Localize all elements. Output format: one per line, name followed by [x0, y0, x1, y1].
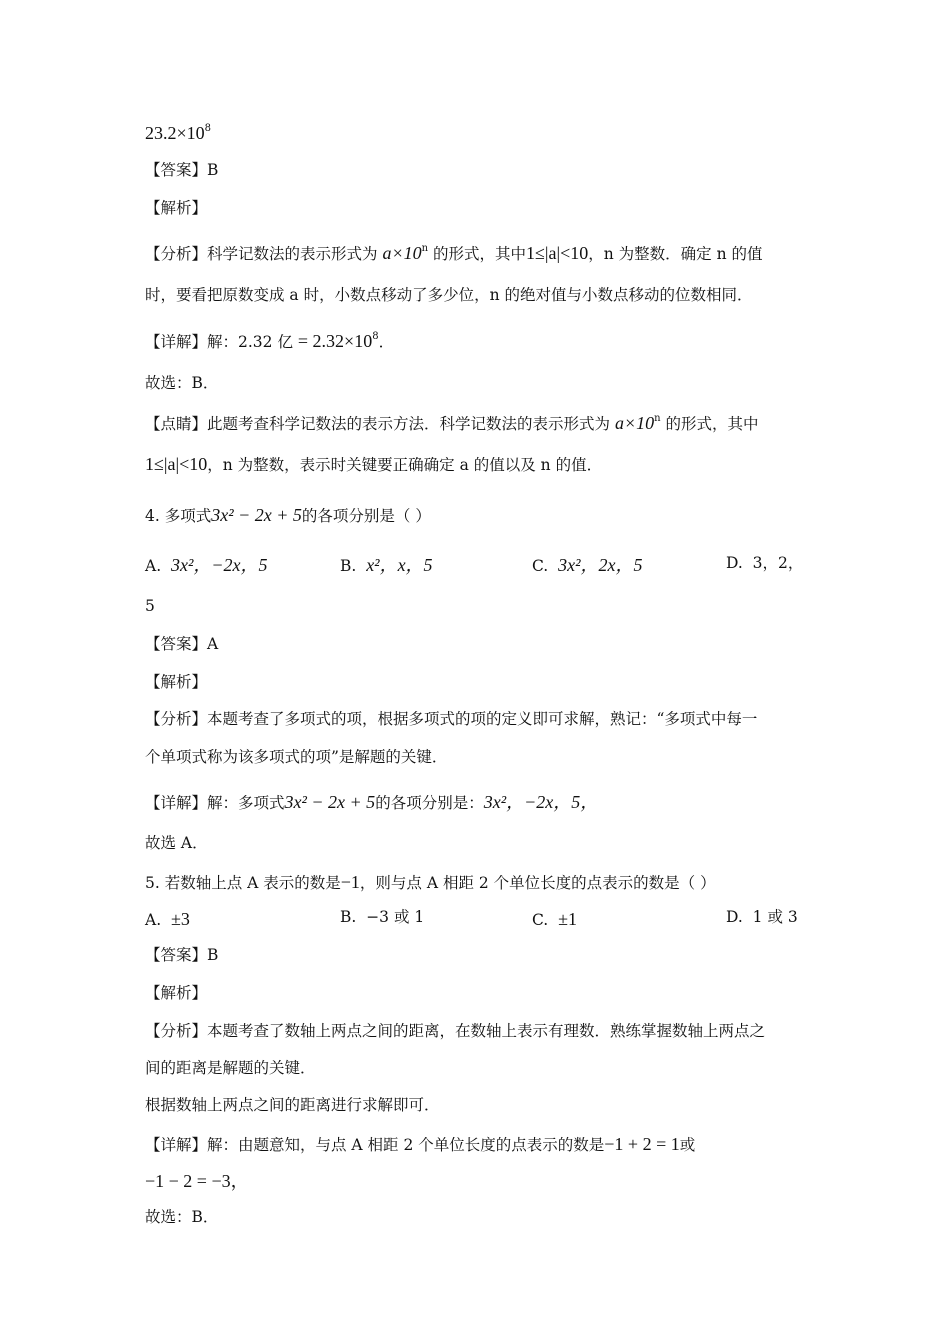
option-text: ±3: [170, 909, 190, 929]
exponent: n: [421, 243, 429, 254]
option-label: B.: [340, 908, 357, 926]
option-label: C.: [532, 557, 549, 575]
q5-option-c: [532, 910, 577, 929]
text: ，则与点 A 相距 2 个单位长度的点表示的数是（ ）: [359, 874, 716, 892]
text: 的各项分别是：: [375, 794, 484, 812]
option-text: ±1: [558, 909, 577, 929]
option-label: D.: [726, 908, 743, 926]
text: 的各项分别是（ ）: [301, 507, 431, 525]
q5-analysis-heading: 【解析】: [145, 984, 208, 1002]
formula: = 2.32×10: [297, 331, 373, 351]
q3-analysis-line1: [145, 244, 763, 263]
q5-option-b: [340, 910, 424, 926]
exponent: 8: [372, 331, 379, 342]
q3-comment-line2: [145, 455, 602, 474]
option-label: A.: [145, 557, 162, 575]
q4-analysis-line2: 个单项式称为该多项式的项”是解题的关键．: [145, 748, 448, 766]
q5-analysis-line1: 【分析】本题考查了数轴上两点之间的距离，在数轴上表示有理数．熟练掌握数轴上两点之: [145, 1022, 766, 1040]
text: 【分析】科学记数法的表示形式为: [145, 245, 378, 263]
text: 【详解】解：由题意知，与点 A 相距 2 个单位长度的点表示的数是: [145, 1136, 605, 1154]
formula: a×10: [382, 243, 422, 263]
q4-detail: [145, 793, 598, 812]
q4-choose: 故选 A．: [145, 834, 208, 852]
formula: a×10: [614, 413, 655, 433]
text: 5. 若数轴上点 A 表示的数是: [145, 874, 341, 892]
text: 或: [679, 1136, 696, 1154]
q4-analysis-line1: 【分析】本题考查了多项式的项，根据多项式的项的定义即可求解，熟记：“多项式中每一: [145, 710, 758, 728]
q4-stem: [145, 506, 431, 525]
option-text: 3x²，2x，5: [558, 555, 643, 575]
exponent: n: [654, 413, 661, 424]
q3-answer: 【答案】B: [145, 161, 219, 179]
q5-analysis-line3: 根据数轴上两点之间的距离进行求解即可．: [145, 1096, 440, 1114]
text: ，n 为整数，表示时关键要正确确定 a 的值以及 n 的值．: [207, 456, 603, 474]
text: 的形式，其中: [433, 245, 527, 263]
exponent: 8: [204, 123, 212, 134]
q4-option-a: [145, 556, 268, 575]
q5-detail-line1: [145, 1135, 695, 1154]
text: 【详解】解：多项式: [145, 794, 285, 812]
q3-detail: [145, 332, 394, 351]
q5-stem: [145, 873, 716, 892]
q4-analysis-heading: 【解析】: [145, 673, 208, 691]
text: ．: [378, 333, 395, 351]
formula: 1≤|a|<10: [145, 454, 208, 474]
q4-option-d-wrap: 5: [145, 597, 155, 615]
formula: −1: [340, 872, 360, 892]
q5-choose: 故选：B．: [145, 1208, 219, 1226]
formula: 3x²，−2x，5，: [483, 792, 599, 812]
q5-option-d: [726, 910, 798, 926]
text: 4. 多项式: [145, 507, 212, 525]
option-label: C.: [532, 911, 549, 929]
q3-comment-line1: [145, 414, 759, 433]
option-text: 3，2，: [752, 554, 804, 572]
option-label: D.: [726, 554, 743, 572]
q3-analysis-line2: 时，要看把原数变成 a 时，小数点移动了多少位，n 的绝对值与小数点移动的位数相同．: [145, 286, 753, 304]
q3-choose: 故选：B．: [145, 374, 219, 392]
text: 【详解】解：2.32 亿: [145, 333, 293, 351]
option-text: 3x²，−2x，5: [170, 555, 268, 575]
formula: −1 + 2 = 1: [604, 1134, 680, 1154]
formula: −1 − 2 = −3，: [145, 1171, 249, 1191]
q5-option-a: [145, 910, 190, 929]
q5-answer: 【答案】B: [145, 946, 219, 964]
text: 【点睛】此题考查科学记数法的表示方法．科学记数法的表示形式为: [145, 415, 611, 433]
option-d-value: 23.2×10: [145, 123, 205, 143]
q5-detail-line2: [145, 1172, 249, 1191]
text: 的形式，其中: [665, 415, 759, 433]
option-text: 1 或 3: [752, 908, 798, 926]
formula: 3x² − 2x + 5: [211, 505, 302, 525]
option-text: −3 或 1: [366, 908, 425, 926]
q4-option-b: [340, 556, 433, 575]
q4-answer: 【答案】A: [145, 635, 219, 653]
q3-option-d-tail: [145, 124, 211, 143]
formula: 3x² − 2x + 5: [284, 792, 376, 812]
option-label: A.: [145, 911, 162, 929]
option-label: B.: [340, 557, 357, 575]
q4-option-c: [532, 556, 642, 575]
q4-option-d: [726, 556, 803, 572]
q5-analysis-line2: 间的距离是解题的关键．: [145, 1059, 316, 1077]
q3-analysis-heading: 【解析】: [145, 199, 208, 217]
formula: 1≤|a|<10: [526, 243, 589, 263]
text: ，n 为整数．确定 n 的值: [588, 245, 763, 263]
option-text: x²，x，5: [366, 555, 433, 575]
